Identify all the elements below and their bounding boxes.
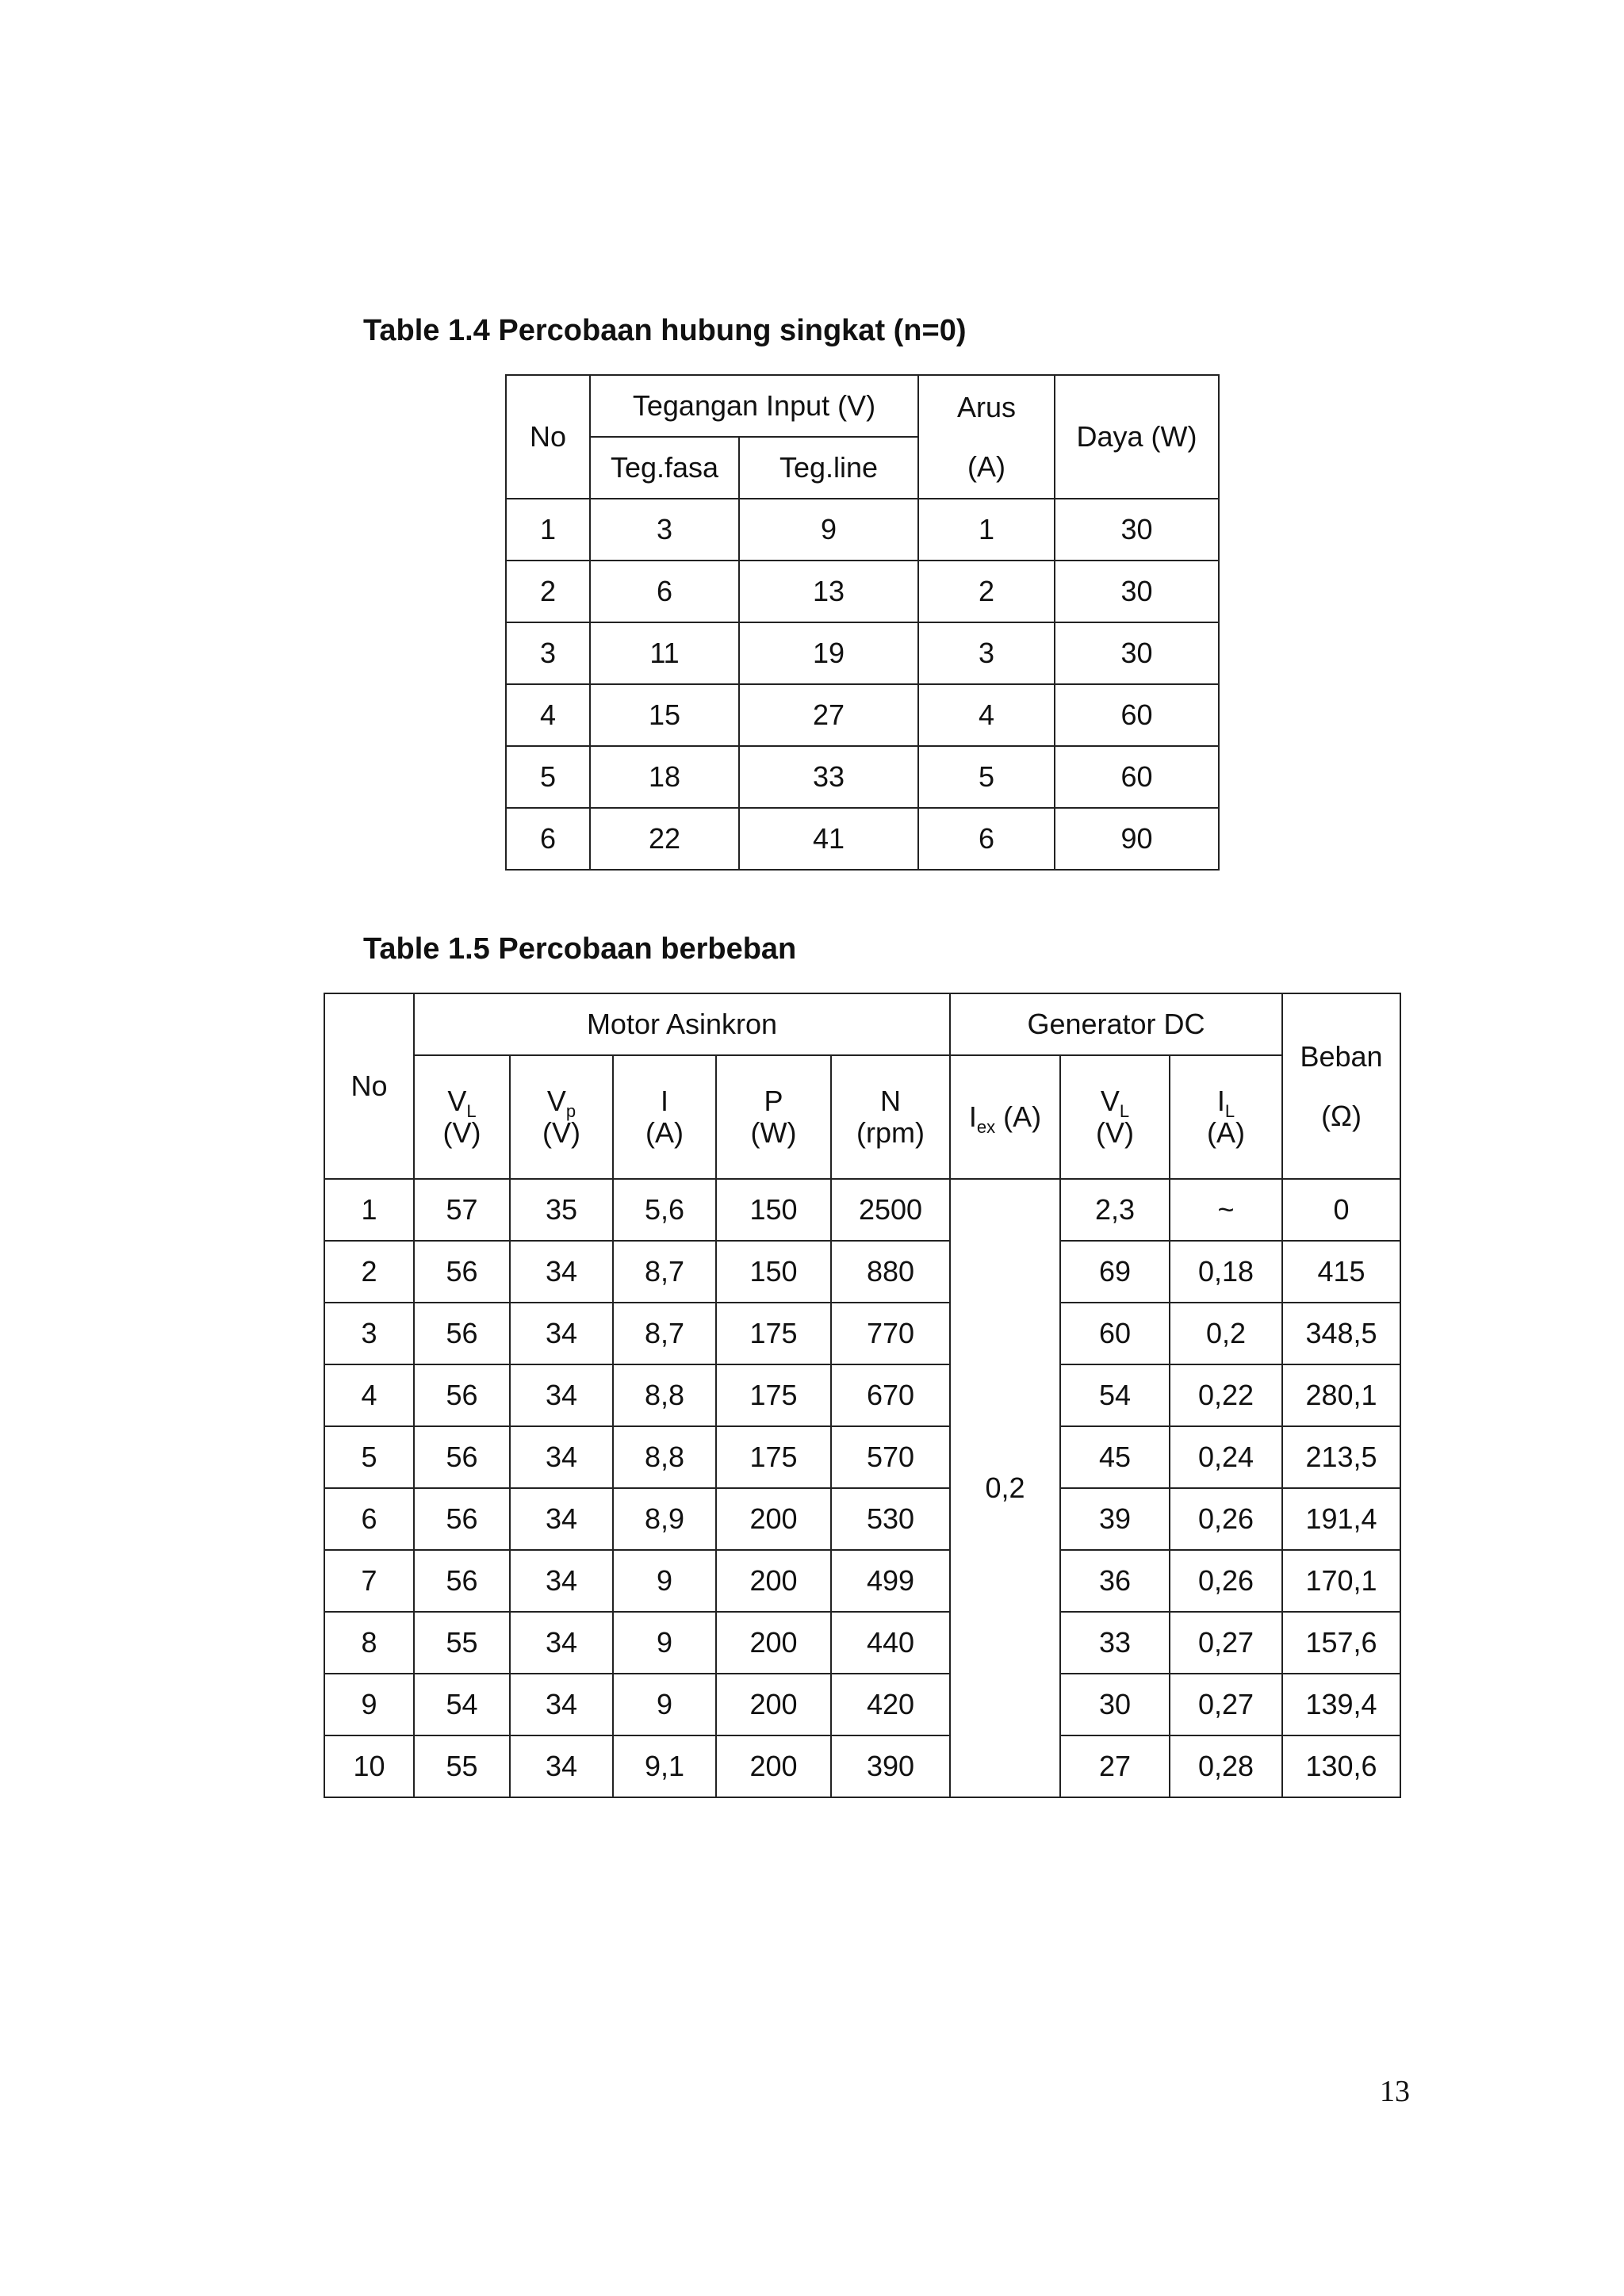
header-p-unit: (W) — [750, 1116, 797, 1149]
table-cell: 34 — [510, 1488, 613, 1550]
header-vl-unit: (V) — [442, 1116, 481, 1149]
table-cell: 0,26 — [1170, 1488, 1282, 1550]
table-cell: 45 — [1060, 1426, 1170, 1488]
table-cell: 35 — [510, 1179, 613, 1241]
table-cell: 200 — [716, 1550, 831, 1612]
table-cell: 6 — [324, 1488, 414, 1550]
header-beban — [1282, 993, 1400, 1179]
table-1-4-caption: Table 1.4 Percobaan hubung singkat (n=0) — [363, 314, 967, 347]
header-vp-unit: (V) — [542, 1116, 580, 1149]
header-i-name: I — [660, 1085, 668, 1118]
table-row — [324, 1488, 1400, 1550]
header-p-name: P — [764, 1085, 783, 1118]
header-vl-base: V — [447, 1085, 467, 1118]
table-row — [324, 1364, 1400, 1426]
header-gen-vl-base: V — [1100, 1085, 1120, 1118]
table-row — [324, 1735, 1400, 1797]
table-cell: 130,6 — [1282, 1735, 1400, 1797]
table-cell: 0,27 — [1170, 1674, 1282, 1735]
table-cell: 18 — [590, 746, 739, 808]
table-cell: 3 — [918, 622, 1055, 684]
table-cell: 6 — [506, 808, 590, 870]
header-n-name: N — [880, 1085, 901, 1118]
header-iex-sub: ex — [976, 1117, 996, 1138]
table-cell: 9 — [613, 1612, 716, 1674]
table-cell: 56 — [414, 1241, 510, 1303]
header-beban-unit: (Ω) — [1321, 1099, 1362, 1132]
table-cell: 200 — [716, 1735, 831, 1797]
header-arus-unit: (A) — [967, 450, 1005, 483]
table-row — [324, 1550, 1400, 1612]
table-cell: 54 — [414, 1674, 510, 1735]
table-cell: 2 — [918, 561, 1055, 622]
table-cell: 34 — [510, 1550, 613, 1612]
table-cell: 6 — [590, 561, 739, 622]
table-cell: 2 — [324, 1241, 414, 1303]
table-cell: 33 — [1060, 1612, 1170, 1674]
table-cell: 570 — [831, 1426, 950, 1488]
header-vl-symbol — [415, 1085, 509, 1122]
header-no: No — [506, 375, 590, 499]
table-cell: 5,6 — [613, 1179, 716, 1241]
header-vl-sub: L — [466, 1101, 477, 1122]
table-row — [324, 1179, 1400, 1241]
header-iex-base: I — [968, 1100, 977, 1134]
table-cell: 0,26 — [1170, 1550, 1282, 1612]
header-gen-vl-symbol — [1061, 1085, 1169, 1122]
table-cell: 4 — [918, 684, 1055, 746]
table-cell: 2500 — [831, 1179, 950, 1241]
table-cell: 1 — [324, 1179, 414, 1241]
header-teg-line: Teg.line — [739, 437, 918, 499]
table-row — [506, 808, 1219, 870]
table-cell: 200 — [716, 1488, 831, 1550]
header-vl — [414, 1055, 510, 1179]
table-cell: 170,1 — [1282, 1550, 1400, 1612]
table-cell: 2 — [506, 561, 590, 622]
table-cell: 0,28 — [1170, 1735, 1282, 1797]
table-cell: 139,4 — [1282, 1674, 1400, 1735]
table-cell: 0,18 — [1170, 1241, 1282, 1303]
table-cell: 9 — [739, 499, 918, 561]
table-cell: 60 — [1055, 684, 1219, 746]
table-cell: 8 — [324, 1612, 414, 1674]
table-cell: 348,5 — [1282, 1303, 1400, 1364]
header-n-unit: (rpm) — [856, 1116, 925, 1149]
table-cell: 36 — [1060, 1550, 1170, 1612]
header-motor-asinkron: Motor Asinkron — [414, 993, 950, 1055]
header-beban-label: Beban — [1300, 1039, 1383, 1073]
header-iex — [950, 1055, 1060, 1179]
table-cell: 56 — [414, 1488, 510, 1550]
table-cell: 7 — [324, 1550, 414, 1612]
table-cell: 8,8 — [613, 1364, 716, 1426]
header-arus-label: Arus — [956, 390, 1017, 423]
table-row — [506, 684, 1219, 746]
table-cell: 55 — [414, 1612, 510, 1674]
table-cell: 34 — [510, 1735, 613, 1797]
table-cell: 34 — [510, 1426, 613, 1488]
table-cell: ~ — [1170, 1179, 1282, 1241]
table-row — [506, 622, 1219, 684]
table-cell: 150 — [716, 1179, 831, 1241]
table-cell: 415 — [1282, 1241, 1400, 1303]
header-gen-il-unit: (A) — [1207, 1116, 1245, 1149]
table-cell: 670 — [831, 1364, 950, 1426]
table-cell: 10 — [324, 1735, 414, 1797]
table-cell: 213,5 — [1282, 1426, 1400, 1488]
header-iex-unit: (A) — [995, 1100, 1042, 1134]
table-cell: 54 — [1060, 1364, 1170, 1426]
table-row — [324, 1426, 1400, 1488]
table-cell: 11 — [590, 622, 739, 684]
table-cell: 60 — [1060, 1303, 1170, 1364]
table-cell: 0,24 — [1170, 1426, 1282, 1488]
table-cell: 22 — [590, 808, 739, 870]
header-teg-fasa: Teg.fasa — [590, 437, 739, 499]
table-cell: 2,3 — [1060, 1179, 1170, 1241]
table-1-4 — [505, 374, 1220, 871]
table-cell: 57 — [414, 1179, 510, 1241]
table-cell: 1 — [506, 499, 590, 561]
table-cell: 200 — [716, 1674, 831, 1735]
table-cell: 175 — [716, 1364, 831, 1426]
header-no: No — [324, 993, 414, 1179]
table-cell: 30 — [1055, 499, 1219, 561]
table-cell: 34 — [510, 1303, 613, 1364]
header-gen-vl — [1060, 1055, 1170, 1179]
table-1-5-caption: Table 1.5 Percobaan berbeban — [363, 932, 797, 966]
header-vp-sub: p — [565, 1101, 576, 1122]
table-cell: 440 — [831, 1612, 950, 1674]
header-vp-base: V — [546, 1085, 566, 1118]
iex-value-cell: 0,2 — [950, 1179, 1060, 1797]
table-cell: 34 — [510, 1612, 613, 1674]
header-gen-il — [1170, 1055, 1282, 1179]
table-cell: 8,7 — [613, 1303, 716, 1364]
table-cell: 770 — [831, 1303, 950, 1364]
table-row — [324, 1241, 1400, 1303]
table-cell: 56 — [414, 1550, 510, 1612]
table-cell: 34 — [510, 1364, 613, 1426]
table-cell: 157,6 — [1282, 1612, 1400, 1674]
table-cell: 9,1 — [613, 1735, 716, 1797]
table-cell: 30 — [1055, 622, 1219, 684]
header-gen-il-symbol — [1170, 1085, 1281, 1122]
table-cell: 880 — [831, 1241, 950, 1303]
table-row — [506, 561, 1219, 622]
table-cell: 33 — [739, 746, 918, 808]
table-cell: 5 — [324, 1426, 414, 1488]
table-cell: 175 — [716, 1426, 831, 1488]
table-cell: 530 — [831, 1488, 950, 1550]
table-cell: 34 — [510, 1674, 613, 1735]
table-cell: 390 — [831, 1735, 950, 1797]
header-generator-dc: Generator DC — [950, 993, 1282, 1055]
table-cell: 8,8 — [613, 1426, 716, 1488]
header-tegangan-input: Tegangan Input (V) — [590, 375, 918, 437]
header-i — [613, 1055, 716, 1179]
table-cell: 5 — [918, 746, 1055, 808]
table-cell: 6 — [918, 808, 1055, 870]
table-cell: 200 — [716, 1612, 831, 1674]
table-cell: 3 — [506, 622, 590, 684]
table-row — [324, 1674, 1400, 1735]
table-cell: 9 — [324, 1674, 414, 1735]
table-cell: 60 — [1055, 746, 1219, 808]
header-n — [831, 1055, 950, 1179]
table-cell: 5 — [506, 746, 590, 808]
header-vp — [510, 1055, 613, 1179]
table-cell: 56 — [414, 1364, 510, 1426]
table-cell: 34 — [510, 1241, 613, 1303]
header-arus — [918, 375, 1055, 499]
table-cell: 9 — [613, 1674, 716, 1735]
table-row — [324, 1303, 1400, 1364]
header-p — [716, 1055, 831, 1179]
table-cell: 69 — [1060, 1241, 1170, 1303]
table-cell: 27 — [1060, 1735, 1170, 1797]
header-i-unit: (A) — [645, 1116, 684, 1149]
table-cell: 9 — [613, 1550, 716, 1612]
table-1-5-body — [324, 1179, 1400, 1797]
table-cell: 15 — [590, 684, 739, 746]
table-cell: 27 — [739, 684, 918, 746]
table-cell: 0,2 — [1170, 1303, 1282, 1364]
table-cell: 56 — [414, 1426, 510, 1488]
page-number: 13 — [1380, 2075, 1410, 2108]
table-cell: 56 — [414, 1303, 510, 1364]
table-cell: 0,27 — [1170, 1612, 1282, 1674]
table-row — [324, 1612, 1400, 1674]
header-vp-symbol — [511, 1085, 612, 1122]
header-gen-il-sub: L — [1224, 1101, 1235, 1122]
header-gen-vl-sub: L — [1119, 1101, 1130, 1122]
table-cell: 30 — [1060, 1674, 1170, 1735]
table-cell: 13 — [739, 561, 918, 622]
table-1-5 — [324, 993, 1401, 1798]
table-cell: 0 — [1282, 1179, 1400, 1241]
table-row — [506, 746, 1219, 808]
table-1-4-body — [506, 499, 1219, 870]
table-cell: 3 — [324, 1303, 414, 1364]
table-cell: 8,9 — [613, 1488, 716, 1550]
table-cell: 175 — [716, 1303, 831, 1364]
table-cell: 0,22 — [1170, 1364, 1282, 1426]
table-cell: 280,1 — [1282, 1364, 1400, 1426]
table-cell: 4 — [506, 684, 590, 746]
table-cell: 3 — [590, 499, 739, 561]
table-cell: 1 — [918, 499, 1055, 561]
table-cell: 420 — [831, 1674, 950, 1735]
table-cell: 30 — [1055, 561, 1219, 622]
header-gen-vl-unit: (V) — [1096, 1116, 1134, 1149]
table-row — [506, 499, 1219, 561]
table-cell: 19 — [739, 622, 918, 684]
table-cell: 499 — [831, 1550, 950, 1612]
table-cell: 39 — [1060, 1488, 1170, 1550]
table-cell: 150 — [716, 1241, 831, 1303]
table-cell: 191,4 — [1282, 1488, 1400, 1550]
table-cell: 8,7 — [613, 1241, 716, 1303]
header-gen-il-base: I — [1216, 1085, 1225, 1118]
table-cell: 90 — [1055, 808, 1219, 870]
table-cell: 41 — [739, 808, 918, 870]
header-daya: Daya (W) — [1055, 375, 1219, 499]
table-cell: 55 — [414, 1735, 510, 1797]
table-cell: 4 — [324, 1364, 414, 1426]
